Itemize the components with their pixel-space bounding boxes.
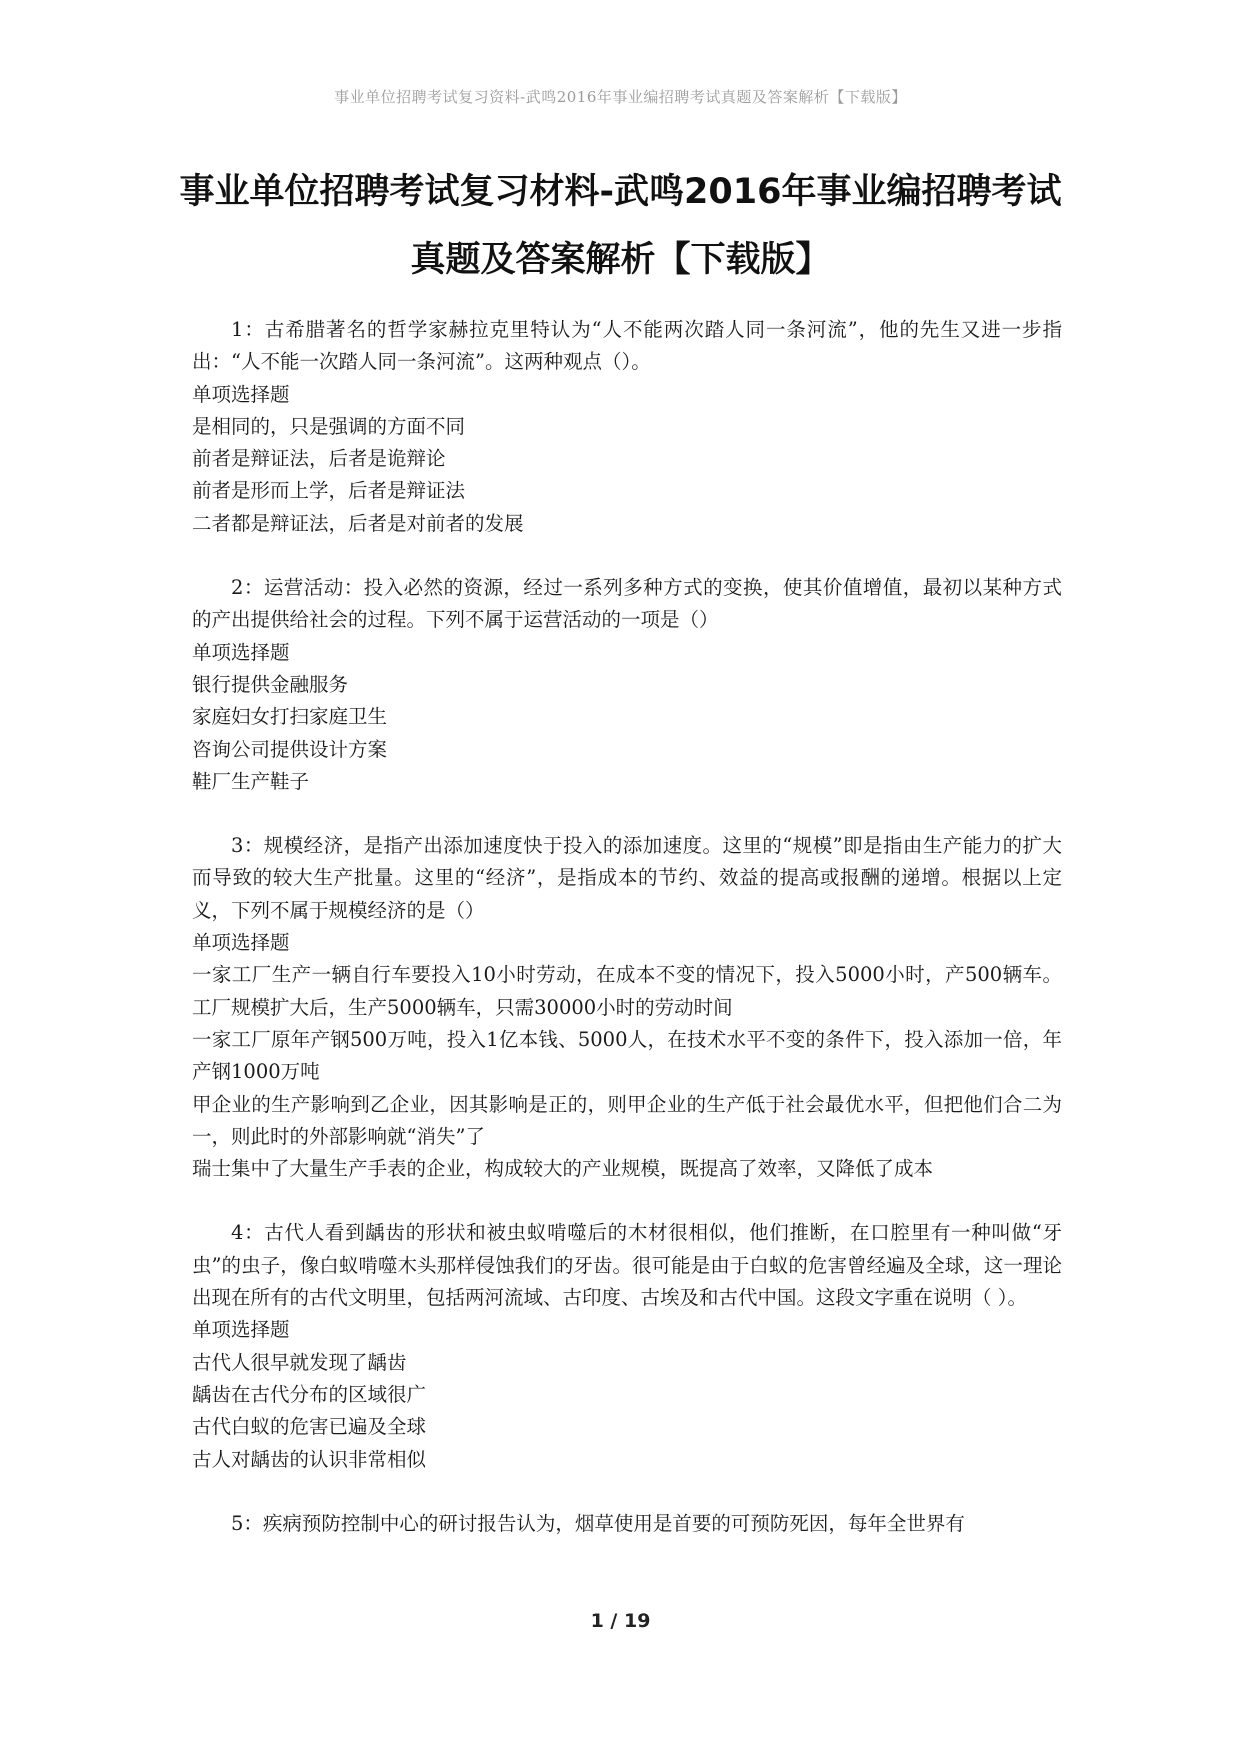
- question-stem: 1：古希腊著名的哲学家赫拉克里特认为“人不能两次踏人同一条河流”，他的先生又进一步指出：“人不能一次踏人同一条河流”。这两种观点（）。: [192, 318, 1062, 374]
- question-stem: 4：古代人看到龋齿的形状和被虫蚁啃噬后的木材很相似，他们推断，在口腔里有一种叫做“牙虫”的虫子，像白蚁啃噬木头那样侵蚀我们的牙齿。很可能是由于白蚁的危害曾经遍及全球，这一理论出现在所有的古代文明里，包括两河流域、古印度、古埃及和古代中国。这段文字重在说明（ ）。: [192, 1221, 1062, 1310]
- question-stem: 3：规模经济，是指产出添加速度快于投入的添加速度。这里的“规模”即是指由生产能力的扩大而导致的较大生产批量。这里的“经济”，是指成本的节约、效益的提高或报酬的递增。根据以上定义，下列不属于规模经济的是（）: [192, 834, 1062, 922]
- question-type: 单项选择题: [192, 1318, 290, 1342]
- option-c: 咨询公司提供设计方案: [192, 737, 388, 761]
- option-c: 前者是形而上学，后者是辩证法: [192, 479, 466, 503]
- option-d: 古人对龋齿的认识非常相似: [192, 1447, 427, 1471]
- option-a: 是相同的，只是强调的方面不同: [192, 414, 466, 438]
- option-a: 银行提供金融服务: [192, 672, 349, 696]
- page-indicator: 1 / 19: [590, 1610, 651, 1632]
- option-b: 一家工厂原年产钢500万吨，投入1亿本钱、5000人，在技术水平不变的条件下，投入添加一倍，年产钢1000万吨: [192, 1027, 1062, 1084]
- question-5: [192, 1508, 1062, 1540]
- option-d: 瑞士集中了大量生产手表的企业，构成较大的产业规模，既提高了效率，又降低了成本: [192, 1157, 934, 1181]
- option-b: 家庭妇女打扫家庭卫生: [192, 705, 388, 729]
- option-a: 古代人很早就发现了龋齿: [192, 1350, 407, 1374]
- question-1: [192, 314, 1062, 540]
- option-d: 鞋厂生产鞋子: [192, 769, 310, 793]
- question-stem: 5：疾病预防控制中心的研讨报告认为，烟草使用是首要的可预防死因，每年全世界有: [231, 1511, 965, 1535]
- question-type: 单项选择题: [192, 640, 290, 664]
- option-a: 一家工厂生产一辆自行车要投入10小时劳动，在成本不变的情况下，投入5000小时，产500辆车。工厂规模扩大后，生产5000辆车，只需30000小时的劳动时间: [192, 963, 1062, 1019]
- question-4: [192, 1217, 1062, 1475]
- running-header: 事业单位招聘考试复习资料-武鸣2016年事业编招聘考试真题及答案解析【下载版】: [334, 88, 907, 106]
- option-c: 古代白蚁的危害已遍及全球: [192, 1415, 427, 1439]
- option-d: 二者都是辩证法，后者是对前者的发展: [192, 511, 524, 535]
- option-b: 前者是辩证法，后者是诡辩论: [192, 447, 446, 471]
- document-title: [150, 158, 1091, 294]
- question-stem: 2：运营活动：投入必然的资源，经过一系列多种方式的变换，使其价值增值，最初以某种方式的产出提供给社会的过程。下列不属于运营活动的一项是（）: [192, 576, 1062, 632]
- option-c: 甲企业的生产影响到乙企业，因其影响是正的，则甲企业的生产低于社会最优水平，但把他们合二为一，则此时的外部影响就“消失”了: [192, 1092, 1062, 1148]
- question-type: 单项选择题: [192, 382, 290, 406]
- question-2: [192, 572, 1062, 798]
- title-line-2: 真题及答案解析【下载版】: [410, 240, 831, 280]
- question-type: 单项选择题: [192, 931, 290, 955]
- title-line-1: 事业单位招聘考试复习材料-武鸣2016年事业编招聘考试: [179, 172, 1062, 212]
- question-3: [192, 830, 1062, 1185]
- question-list: [192, 314, 1062, 1572]
- option-b: 龋齿在古代分布的区域很广: [192, 1382, 427, 1406]
